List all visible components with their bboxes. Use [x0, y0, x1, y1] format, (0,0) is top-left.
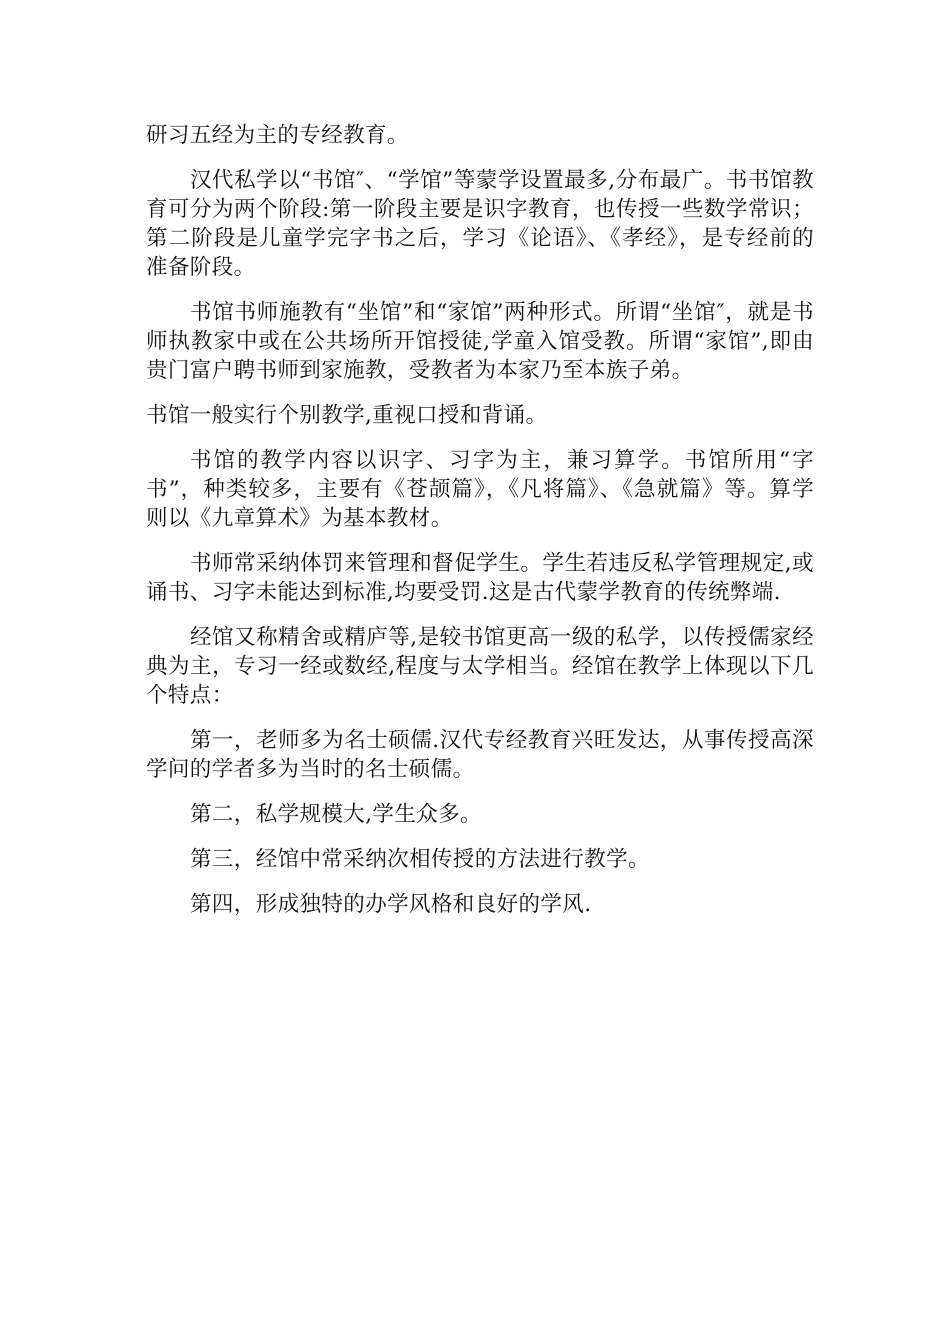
paragraph-2: 汉代私学以“书馆″、“学馆”等蒙学设置最多,分布最广。书书馆教育可分为两个阶段:第一阶段主要是识字教育，也传授一些数学常识；第二阶段是儿童学完字书之后，学习《论语》、《孝经》，是专经前的准备阶段。: [146, 168, 814, 280]
paragraph-8: 第一，老师多为名士硕儒.汉代专经教育兴旺发达，从事传授高深学问的学者多为当时的名士硕儒。: [146, 728, 814, 782]
paragraph-10: 第三，经馆中常采纳次相传授的方法进行教学。: [190, 847, 650, 872]
paragraph-6: 书师常采纳体罚来管理和督促学生。学生若违反私学管理规定,或诵书、习字未能达到标准,均要受罚.这是古代蒙学教育的传统弊端.: [146, 551, 814, 605]
document-body: [146, 121, 814, 935]
paragraph-1: 研习五经为主的专经教育。: [146, 123, 409, 148]
paragraph-5: 书馆的教学内容以识字、习字为主，兼习算学。书馆所用“字书”，种类较多，主要有《苍颉篇》，《凡将篇》、《急就篇》等。算学则以《九章算术》为基本教材。: [146, 448, 814, 531]
paragraph-4: 书馆一般实行个别教学,重视口授和背诵。: [146, 403, 548, 428]
paragraph-9: 第二，私学规模大,学生众多。: [190, 802, 482, 827]
paragraph-11: 第四，形成独特的办学风格和良好的学风.: [190, 892, 592, 917]
paragraph-7: 经馆又称精舍或精庐等,是较书馆更高一级的私学，以传授儒家经典为主，专习一经或数经,程度与太学相当。经馆在教学上体现以下几个特点：: [146, 625, 814, 708]
paragraph-3: 书馆书师施教有“坐馆”和“家馆”两种形式。所谓“坐馆″，就是书师执教家中或在公共场所开馆授徒,学童入馆受教。所谓“家馆”,即由贵门富户聘书师到家施教，受教者为本家乃至本族子弟。: [146, 300, 814, 383]
